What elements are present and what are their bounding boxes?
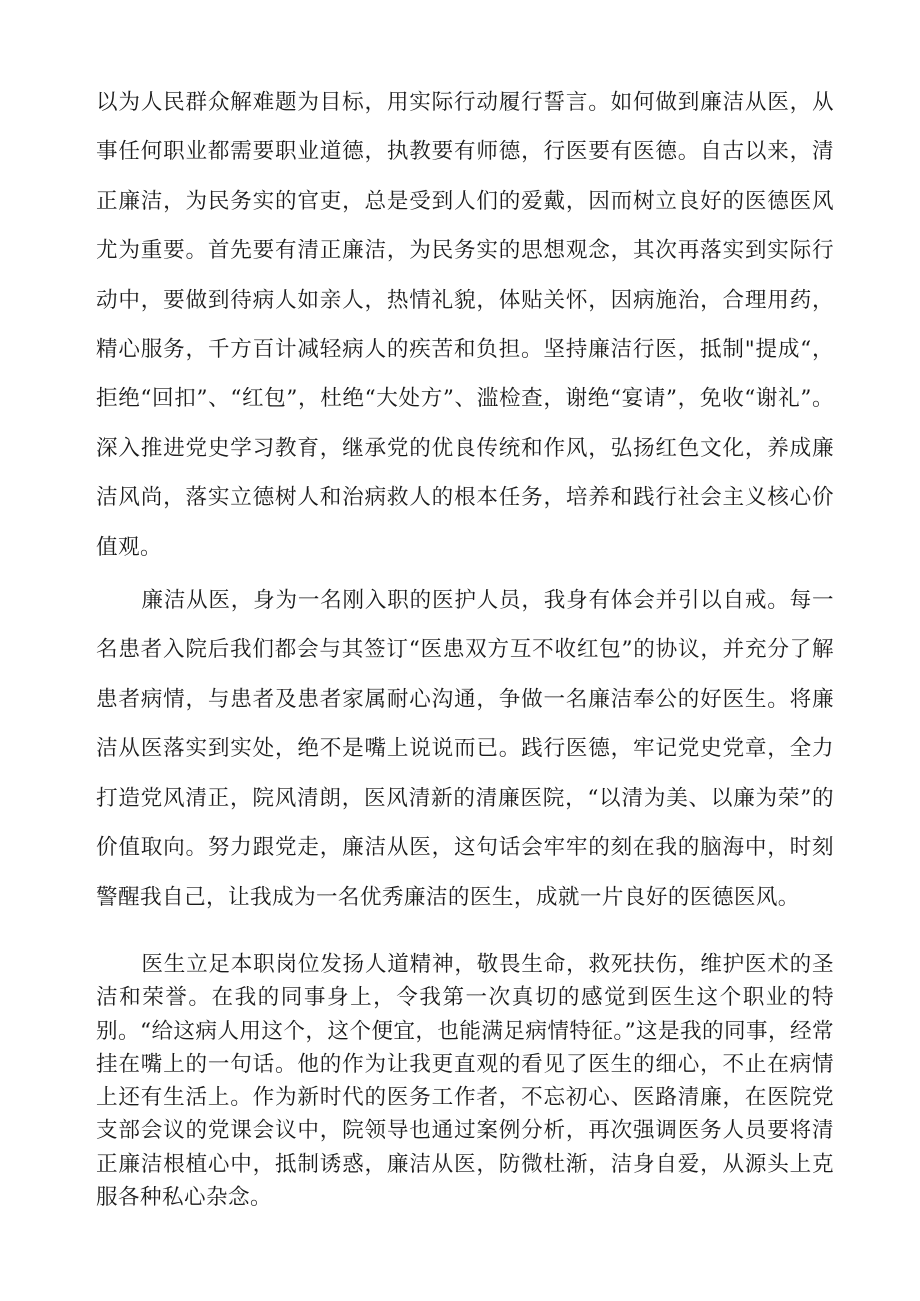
paragraph-2-text: 廉洁从医，身为一名刚入职的医护人员，我身有体会并引以自戒。每一名患者入院后我们都会与其签订“医患双方互不收红包”的协议，并充分了解患者病情，与患者及患者家属耐心沟通，争做一名廉洁奉公的好医生。将廉洁从医落实到实处，绝不是嘴上说说而已。践行医德，牢记党史党章，全力打造党风清正，院风清朗，医风清新的清廉医院，“以清为美、以廉为荣”的价值取向。努力跟党走，廉洁从医，这句话会牢牢的刻在我的脑海中，时刻警醒我自己，让我成为一名优秀廉洁的医生，成就一片良好的医德医风。 bbox=[96, 588, 834, 910]
paragraph-2 bbox=[96, 576, 834, 922]
paragraph-3-text: 医生立足本职岗位发扬人道精神，敬畏生命，救死扶伤，维护医术的圣洁和荣誉。在我的同事身上，令我第一次真切的感觉到医生这个职业的特别。“给这病人用这个，这个便宜，也能满足病情特征。”这是我的同事，经常挂在嘴上的一句话。他的作为让我更直观的看见了医生的细心，不止在病情上还有生活上。作为新时代的医务工作者，不忘初心、医路清廉，在医院党支部会议的党课会议中，院领导也通过案例分析，再次强调医务人员要将清正廉洁根植心中，抵制诱惑，廉洁从医，防微杜渐，洁身自爱，从源头上克服各种私心杂念。 bbox=[96, 951, 834, 1210]
paragraph-1 bbox=[96, 78, 834, 572]
paragraph-3 bbox=[96, 948, 834, 1214]
paragraph-1-text: 以为人民群众解难题为目标，用实际行动履行誓言。如何做到廉洁从医，从事任何职业都需要职业道德，执教要有师德，行医要有医德。自古以来，清正廉洁，为民务实的官吏，总是受到人们的爱戴，因而树立良好的医德医风尤为重要。首先要有清正廉洁，为民务实的思想观念，其次再落实到实际行动中，要做到待病人如亲人，热情礼貌，体贴关怀，因病施治，合理用药，精心服务，千方百计减轻病人的疾苦和负担。坚持廉洁行医，抵制"提成“，拒绝“回扣”、“红包”，杜绝“大处方”、滥检查，谢绝“宴请”，免收“谢礼”。深入推进党史学习教育，继承党的优良传统和作风，弘扬红色文化，养成廉洁风尚，落实立德树人和治病救人的根本任务，培养和践行社会主义核心价值观。 bbox=[96, 90, 834, 560]
